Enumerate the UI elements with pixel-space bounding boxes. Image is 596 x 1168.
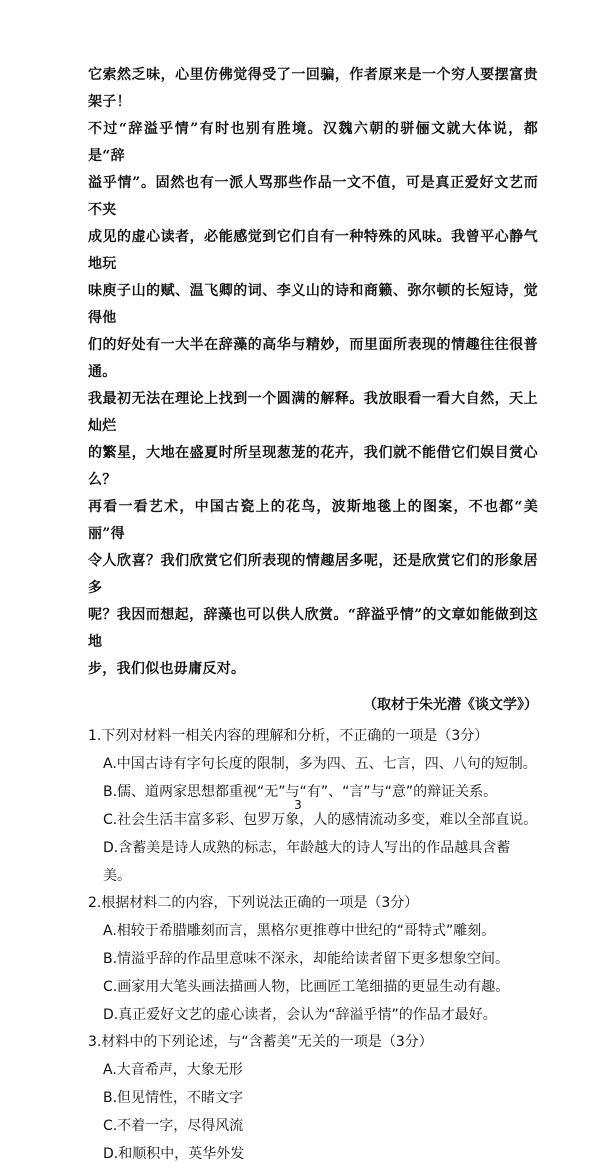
option-c: C.不着一字，尽得风流	[103, 1118, 244, 1134]
passage-line: 味庾子山的赋、温飞卿的词、李义山的诗和商籁、弥尔顿的长短诗，觉得他	[88, 283, 538, 326]
option-c: C.社会生活丰富多彩、包罗万象，人的感情流动多变，难以全部直说。	[103, 812, 538, 828]
passage-line: 再看一看艺术，中国古瓷上的花鸟，波斯地毯上的图案，不也都“美丽”得	[88, 499, 538, 542]
question-stem: 1.下列对材料一相关内容的理解和分析，不正确的一项是（3分）	[88, 728, 489, 744]
passage-line: 它索然乏味，心里仿佛觉得受了一回骗，作者原来是一个穷人要摆富贵架子！	[88, 67, 538, 110]
passage-line: 不过“辞溢乎情”有时也别有胜境。汉魏六朝的骈俪文就大体说，都是“辞	[88, 121, 538, 164]
option-a: A.大音希声，大象无形	[103, 1062, 243, 1078]
option-a: A.中国古诗有字句长度的限制，多为四、五、七言，四、八句的短制。	[103, 756, 537, 772]
option-d: D.真正爱好文艺的虚心读者，会认为“辞溢乎情”的作品才最好。	[103, 1007, 497, 1023]
passage-line: 步，我们似也毋庸反对。	[88, 661, 246, 677]
question-stem: 2.根据材料二的内容，下列说法正确的一项是（3分）	[88, 895, 419, 911]
reading-passage	[88, 62, 538, 719]
question-list	[88, 723, 538, 1168]
passage-source: （取材于朱光潜《谈文学》）	[363, 697, 538, 713]
passage-line: 的繁星，大地在盛夏时所呈现葱茏的花卉，我们就不能借它们娱目赏心么？	[88, 445, 538, 488]
option-b: B.儒、道两家思想都重视“无”与“有”、“言”与“意”的辩证关系。	[103, 784, 498, 800]
passage-line: 们的好处有一大半在辞藻的高华与精妙，而里面所表现的情趣往往很普通。	[88, 337, 538, 380]
option-d: D.和顺积中，英华外发	[103, 1146, 245, 1162]
passage-line: 我最初无法在理论上找到一个圆满的解释。我放眼看一看大自然，天上灿烂	[88, 391, 538, 434]
page-number: 3	[294, 798, 302, 812]
passage-line: 成见的虚心读者，必能感觉到它们自有一种特殊的风味。我曾平心静气地玩	[88, 229, 538, 272]
question-3	[88, 1029, 538, 1168]
passage-line: 溢乎情”。固然也有一派人骂那些作品一文不值，可是真正爱好文艺而不夹	[88, 175, 538, 218]
option-c: C.画家用大笔头画法描画人物，比画匠工笔细描的更显生动有趣。	[103, 979, 510, 995]
question-2	[88, 890, 538, 1029]
question-stem: 3.材料中的下列论述，与“含蓄美”无关的一项是（3分）	[88, 1034, 433, 1050]
option-b: B.但见情性，不睹文字	[103, 1090, 244, 1106]
option-b: B.情溢乎辞的作品里意味不深永，却能给读者留下更多想象空间。	[103, 951, 510, 967]
passage-line: 呢？我因而想起，辞藻也可以供人欣赏。“辞溢乎情”的文章如能做到这地	[88, 607, 538, 650]
passage-line: 令人欣喜？我们欣赏它们所表现的情趣居多呢，还是欣赏它们的形象居多	[88, 553, 538, 596]
option-d: D.含蓄美是诗人成熟的标志，年龄越大的诗人写出的作品越具含蓄美。	[103, 840, 511, 884]
option-a: A.相较于希腊雕刻而言，黑格尔更推尊中世纪的“哥特式”雕刻。	[103, 923, 496, 939]
